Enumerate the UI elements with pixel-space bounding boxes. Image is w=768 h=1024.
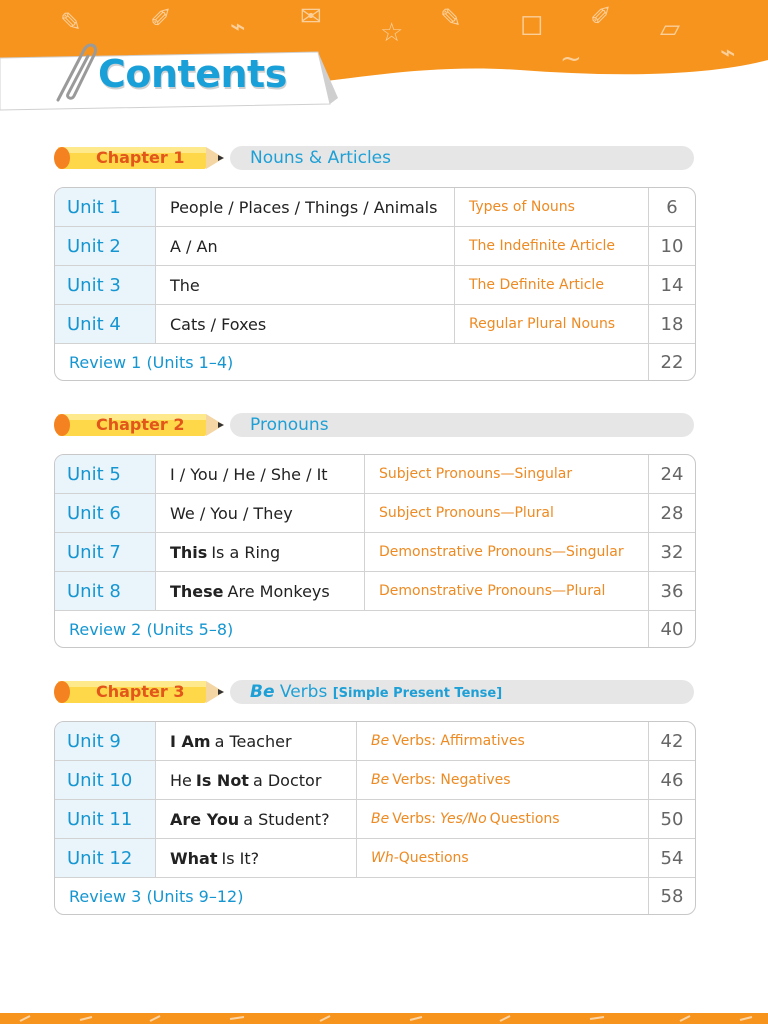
grammar-point: Demonstrative Pronouns—Plural — [365, 572, 649, 610]
unit-title — [156, 455, 365, 493]
table-row — [55, 188, 695, 227]
page-number: 6 — [666, 196, 678, 218]
unit-title-text: The — [170, 275, 200, 295]
orange-footer-strip — [0, 1013, 768, 1024]
grammar-point: Demonstrative Pronouns—Singular — [365, 533, 649, 571]
grammar-em: Wh- — [371, 850, 399, 866]
unit-title-bold: This — [170, 542, 208, 562]
grammar-rest: Questions — [489, 811, 560, 827]
grammar-em-2: Yes/No — [439, 811, 487, 827]
unit-title-rest: a Teacher — [214, 731, 292, 751]
unit-title — [156, 839, 357, 877]
grammar-point: The Indefinite Article — [455, 227, 649, 265]
grammar-point — [357, 800, 649, 838]
unit-number: Unit 10 — [55, 761, 156, 799]
page-number: 42 — [660, 730, 684, 752]
chapter-topic-main: Pronouns — [250, 415, 329, 435]
page-number: 50 — [660, 808, 684, 830]
grammar-em: Be — [371, 733, 390, 749]
unit-title-pre: He — [170, 770, 192, 790]
swirl-doodle-icon: ~ — [560, 44, 582, 74]
page-number: 32 — [660, 541, 684, 563]
chapter-topic — [250, 148, 391, 168]
unit-number: Unit 7 — [55, 533, 156, 571]
chapter-header — [52, 680, 694, 704]
unit-title-bold: These — [170, 581, 224, 601]
table-row — [55, 839, 695, 878]
unit-number: Unit 12 — [55, 839, 156, 877]
unit-number: Unit 5 — [55, 455, 156, 493]
unit-title — [156, 800, 357, 838]
units-table — [54, 721, 696, 915]
unit-title-text: I / You / He / She / It — [170, 464, 328, 484]
chapter-header — [52, 146, 694, 170]
table-row — [55, 455, 695, 494]
book-doodle-icon: ✎ — [60, 8, 82, 38]
unit-title-bold: Is Not — [195, 770, 249, 790]
unit-title — [156, 494, 365, 532]
unit-title — [156, 722, 357, 760]
table-row — [55, 305, 695, 344]
grammar-point — [357, 839, 649, 877]
unit-title-rest: Is It? — [221, 848, 260, 868]
chapter-header — [52, 413, 694, 437]
units-table — [54, 454, 696, 648]
chapter-3 — [52, 680, 694, 907]
page-header — [0, 0, 768, 112]
chapter-label: Chapter 1 — [96, 148, 185, 167]
unit-title-text: People / Places / Things / Animals — [170, 197, 438, 217]
book-doodle-icon: ☐ — [520, 12, 544, 42]
unit-title-bold: What — [170, 848, 218, 868]
unit-number: Unit 11 — [55, 800, 156, 838]
review-row — [55, 344, 695, 380]
chapter-topic — [250, 415, 329, 435]
book-doodle-icon: ✎ — [440, 4, 462, 34]
unit-number: Unit 1 — [55, 188, 156, 226]
chapter-topic-sub: [Simple Present Tense] — [332, 686, 503, 701]
grammar-point: Types of Nouns — [455, 188, 649, 226]
chapter-label: Chapter 2 — [96, 415, 185, 434]
table-row — [55, 227, 695, 266]
table-row — [55, 494, 695, 533]
unit-number: Unit 8 — [55, 572, 156, 610]
pencil-doodle-icon: ✐ — [150, 4, 172, 34]
chapter-topic-main: Verbs — [279, 682, 328, 702]
unit-number: Unit 2 — [55, 227, 156, 265]
page-number: 36 — [660, 580, 684, 602]
grammar-point: The Definite Article — [455, 266, 649, 304]
review-label: Review 1 (Units 1–4) — [55, 344, 649, 380]
table-row — [55, 572, 695, 611]
page-number: 22 — [660, 351, 684, 373]
unit-title — [156, 188, 455, 226]
unit-title — [156, 266, 455, 304]
units-table — [54, 187, 696, 381]
unit-title-rest: a Doctor — [252, 770, 322, 790]
table-row — [55, 266, 695, 305]
table-row — [55, 722, 695, 761]
chapter-topic — [250, 682, 502, 704]
unit-title — [156, 572, 365, 610]
review-row — [55, 611, 695, 647]
unit-title — [156, 533, 365, 571]
star-doodle-icon: ☆ — [380, 18, 404, 48]
note-doodle-icon: ✉ — [300, 2, 322, 32]
page-number: 10 — [660, 235, 684, 257]
review-label: Review 3 (Units 9–12) — [55, 878, 649, 914]
unit-title — [156, 305, 455, 343]
grammar-em: Be — [371, 811, 390, 827]
unit-title-text: A / An — [170, 236, 218, 256]
pencil-doodle-icon: ✐ — [590, 2, 612, 32]
grammar-point: Subject Pronouns—Plural — [365, 494, 649, 532]
unit-number: Unit 4 — [55, 305, 156, 343]
page-title: Contents — [98, 52, 287, 96]
unit-title-text: Cats / Foxes — [170, 314, 267, 334]
swirl-doodle-icon: ⌁ — [720, 38, 736, 68]
unit-title-rest: Are Monkeys — [227, 581, 330, 601]
grammar-point: Regular Plural Nouns — [455, 305, 649, 343]
unit-title-rest: Is a Ring — [211, 542, 281, 562]
grammar-em: Be — [371, 772, 390, 788]
swirl-doodle-icon: ⌁ — [230, 12, 246, 42]
review-row — [55, 878, 695, 914]
grammar-text: Verbs: — [392, 811, 436, 827]
unit-title-text: We / You / They — [170, 503, 293, 523]
page-number: 46 — [660, 769, 684, 791]
unit-number: Unit 9 — [55, 722, 156, 760]
chapter-topic-main: Nouns & Articles — [250, 148, 391, 168]
grammar-text: Questions — [398, 850, 469, 866]
grammar-point — [357, 761, 649, 799]
chapter-1 — [52, 146, 694, 373]
page-number: 54 — [660, 847, 684, 869]
unit-title — [156, 761, 357, 799]
ruler-doodle-icon: ▱ — [660, 14, 680, 44]
unit-number: Unit 3 — [55, 266, 156, 304]
chapter-label: Chapter 3 — [96, 682, 185, 701]
page-number: 24 — [660, 463, 684, 485]
grammar-point — [357, 722, 649, 760]
page-number: 14 — [660, 274, 684, 296]
review-label: Review 2 (Units 5–8) — [55, 611, 649, 647]
unit-title — [156, 227, 455, 265]
unit-number: Unit 6 — [55, 494, 156, 532]
table-row — [55, 533, 695, 572]
unit-title-bold: Are You — [170, 809, 240, 829]
grammar-text: Verbs: Negatives — [392, 772, 511, 788]
chapter-topic-em: Be — [250, 682, 275, 702]
page-number: 58 — [660, 885, 684, 907]
grammar-point: Subject Pronouns—Singular — [365, 455, 649, 493]
grammar-text: Verbs: Affirmatives — [392, 733, 525, 749]
chapter-2 — [52, 413, 694, 640]
page-number: 40 — [660, 618, 684, 640]
table-row — [55, 761, 695, 800]
table-row — [55, 800, 695, 839]
unit-title-bold: I Am — [170, 731, 211, 751]
page-number: 28 — [660, 502, 684, 524]
page-number: 18 — [660, 313, 684, 335]
unit-title-rest: a Student? — [243, 809, 330, 829]
